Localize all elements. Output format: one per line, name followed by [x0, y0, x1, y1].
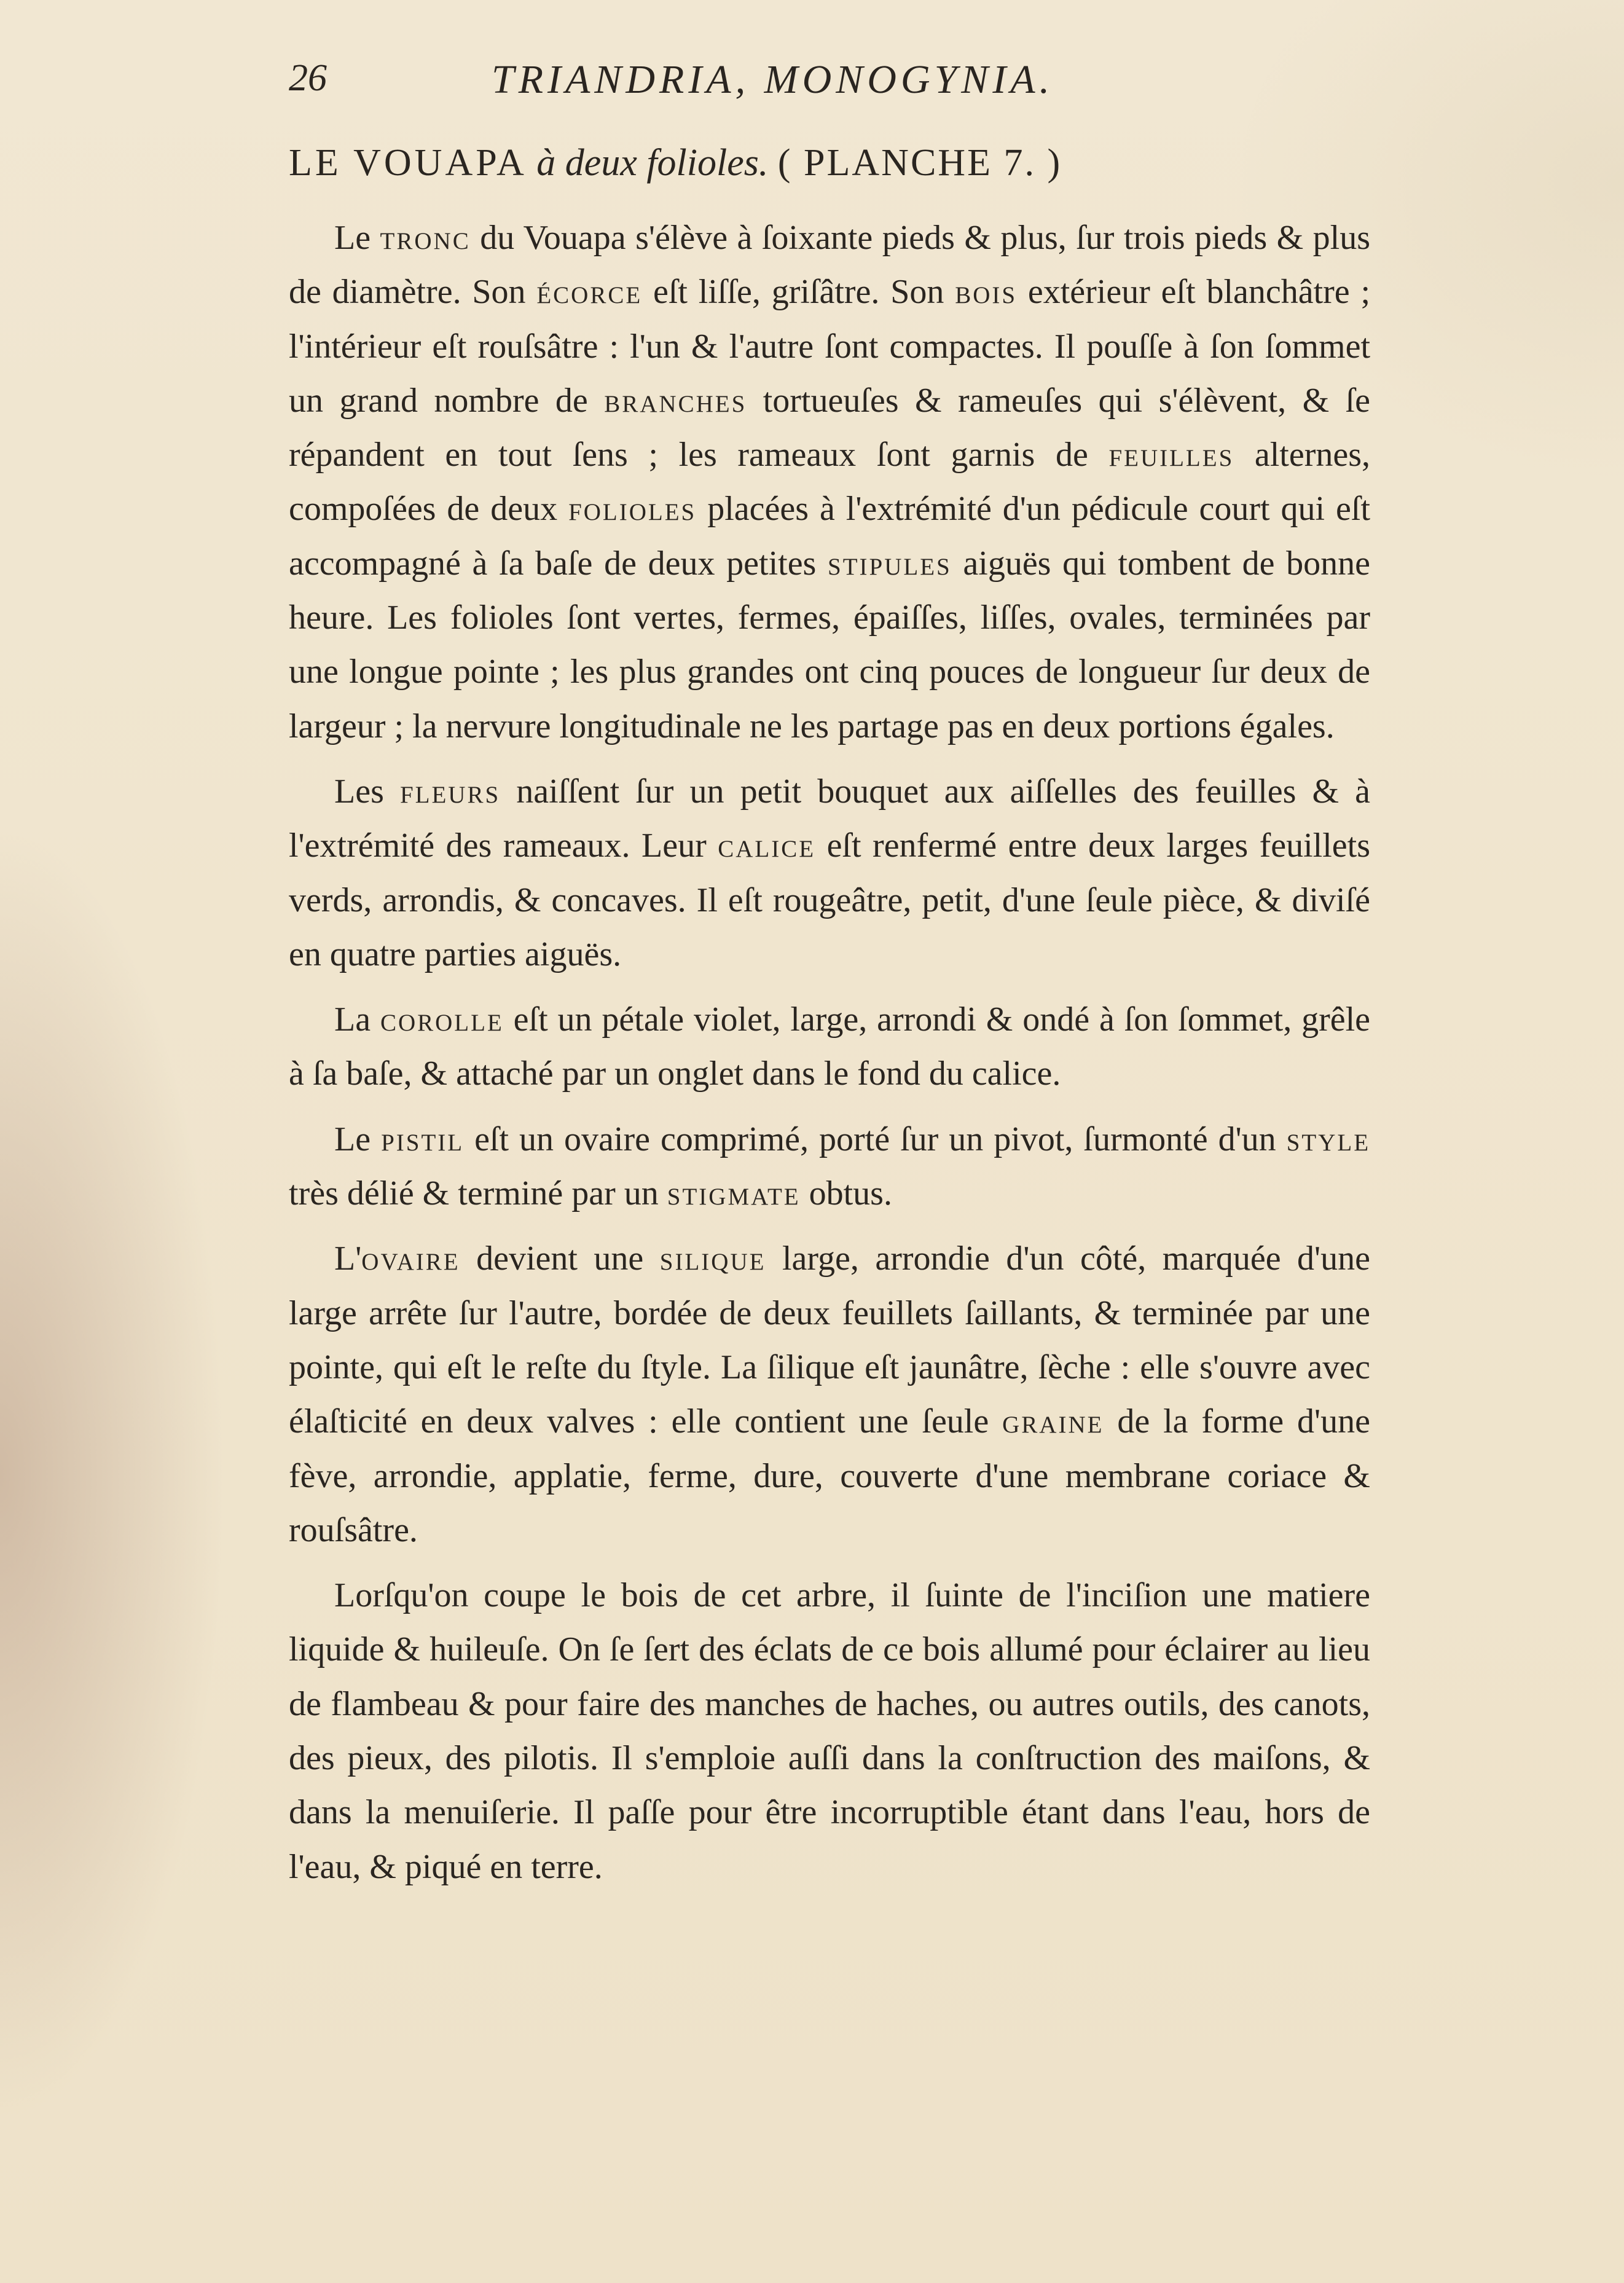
paragraph-text: eſt un pétale violet, large, arrondi & ondé à ſon ſommet, grêle à ſa baſe, & attaché par un onglet dans le fond du calice. [289, 1000, 1371, 1093]
paragraph-text: eſt un ovaire comprimé, porté ſur un pivot, ſurmonté d'un [464, 1120, 1287, 1158]
paragraph-text: très délié & terminé par un [289, 1174, 667, 1213]
small-caps-term: pistil [381, 1120, 465, 1158]
paragraph [289, 1112, 1370, 1221]
title-qualifier: à deux folioles. [536, 142, 769, 184]
small-caps-term: folioles [568, 490, 697, 529]
small-caps-term: corolle [380, 1000, 504, 1039]
small-caps-term: branches [604, 381, 747, 420]
paragraph-text: extérieur eſt blanchâtre ; l'intérieur eſt rouſsâtre : l'un & l'autre ſont compactes. Il pouſſe à ſon ſommet un grand nombre de [289, 273, 1371, 420]
paragraph-text: naiſſent ſur un petit bouquet aux aiſſelles des feuilles & à l'extrémité des rameaux. Leur [289, 772, 1370, 865]
paragraph-text: aiguës qui tombent de bonne heure. Les folioles ſont vertes, fermes, épaiſſes, liſſes, ovales, terminées par une longue pointe ; les plus grandes ont cinq pouces de longueur ſur deux de largeur ; la nervure longitudinale ne les partage pas en deux portions égales. [289, 544, 1370, 745]
page-header [289, 57, 1366, 106]
small-caps-term: bois [955, 273, 1018, 312]
small-caps-term: style [1286, 1120, 1371, 1158]
section-title [289, 138, 1370, 187]
small-caps-term: silique [659, 1240, 766, 1278]
small-caps-term: fleurs [399, 772, 501, 811]
paragraph-text: L' [334, 1240, 362, 1278]
small-caps-term: tronc [380, 219, 471, 257]
body-paragraphs [289, 211, 1370, 1894]
small-caps-term: graine [1002, 1402, 1104, 1441]
paragraph-text: de la forme d'une fève, arrondie, applatie, ferme, dure, couverte d'une membrane coriace & rouſsâtre. [289, 1402, 1370, 1549]
paragraph-text: eſt renfermé entre deux larges feuillets verds, arrondis, & concaves. Il eſt rougeâtre, petit, d'une ſeule pièce, & diviſé en quatre parties aiguës. [289, 827, 1370, 973]
page-number: 26 [289, 57, 327, 99]
paragraph [289, 1232, 1370, 1557]
paragraph [289, 764, 1370, 981]
paragraph-text: eſt liſſe, griſâtre. Son [642, 273, 955, 312]
small-caps-term: stigmate [667, 1174, 801, 1213]
paragraph [289, 992, 1370, 1101]
paragraph-text: Le [334, 219, 380, 257]
paragraph-text: Les [334, 772, 400, 811]
title-name: LE VOUAPA [289, 142, 527, 184]
small-caps-term: écorce [536, 273, 643, 312]
paragraph-text: large, arrondie d'un côté, marquée d'une large arrête ſur l'autre, bordée de deux feuillets ſaillants, & terminée par une pointe, qui eſt le reſte du ſtyle. La ſilique eſt jaunâtre, ſèche : elle s'ouvre avec élaſticité en deux valves : elle contient une ſeule [289, 1240, 1370, 1441]
paragraph [289, 1568, 1370, 1894]
small-caps-term: calice [718, 827, 816, 865]
running-head: TRIANDRIA, MONOGYNIA. [492, 57, 1054, 102]
paragraph-text: du Vouapa s'élève à ſoixante pieds & plus, ſur trois pieds & plus de diamètre. Son [289, 219, 1371, 312]
paragraph [289, 211, 1370, 753]
paragraph-text: alternes, compoſées de deux [289, 436, 1371, 529]
paragraph-text: obtus. [800, 1174, 892, 1213]
paragraph-text: devient une [460, 1240, 660, 1278]
paragraph-text: tortueuſes & rameuſes qui s'élèvent, & ſe répandent en tout ſens ; les rameaux ſont garnis de [289, 381, 1371, 474]
small-caps-term: feuilles [1108, 436, 1234, 474]
plate-reference: ( PLANCHE 7. ) [777, 142, 1062, 184]
small-caps-term: ovaire [361, 1240, 460, 1278]
small-caps-term: stipules [828, 544, 952, 583]
paragraph-text: Le [334, 1120, 382, 1158]
paragraph-text: Lorſqu'on coupe le bois de cet arbre, il ſuinte de l'inciſion une matiere liquide & huileuſe. On ſe ſert des éclats de ce bois allumé pour éclairer au lieu de flambeau & pour faire des manches de haches, ou autres outils, des canots, des pieux, des pilotis. Il s'emploie auſſi dans la conſtruction des maiſons, & dans la menuiſerie. Il paſſe pour être incorruptible étant dans l'eau, hors de l'eau, & piqué en terre. [289, 1576, 1370, 1886]
paragraph-text: La [334, 1000, 380, 1039]
text-block [289, 138, 1370, 1905]
paragraph-text: placées à l'extrémité d'un pédicule court qui eſt accompagné à ſa baſe de deux petites [289, 490, 1371, 583]
